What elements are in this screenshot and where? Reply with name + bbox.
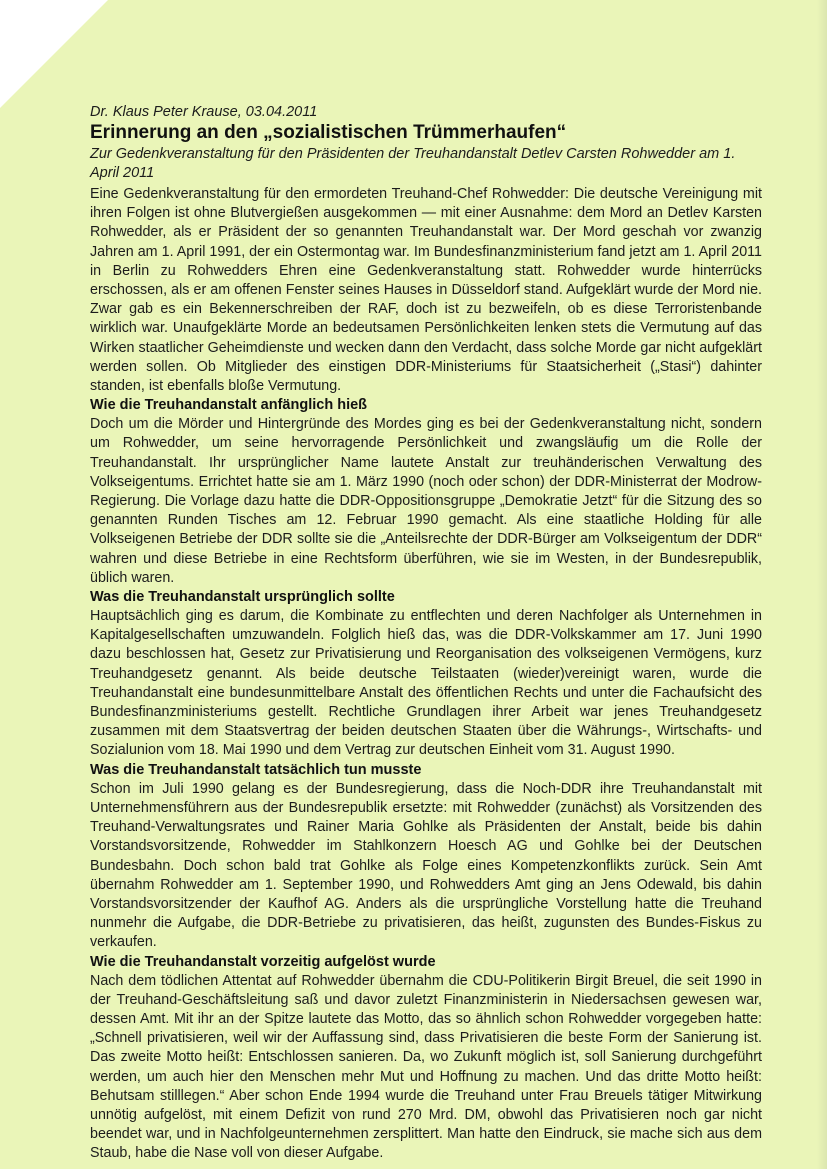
section-heading-4: Wie die Treuhandanstalt vorzeitig aufgelöst wurde — [90, 953, 436, 970]
section-heading-3: Was die Treuhandanstalt tatsächlich tun musste — [90, 761, 422, 778]
section-body-1: Doch um die Mörder und Hintergründe des Mordes ging es bei der Gedenkveranstaltung nicht, sondern um Rohwedder, um seine hervorragende Persönlichkeit und zwangsläufig um die Rolle der Treuhandanstalt. Ihr ursprünglicher Name lautete Anstalt zur treuhänderischen Verwaltung des Volkseigentums. Errichtet hatte sie am 1. März 1990 (noch oder schon) der DDR-Ministerrat der Modrow-Regierung. Die Vorlage dazu hatte die DDR-Oppositionsgruppe „Demokratie Jetzt“ für die Sitzung des so genannten Runden Tisches am 12. Februar 1990 gemacht. Als eine staatliche Holding für alle Volkseigenen Betriebe der DDR sollte sie die „Anteilsrechte der DDR-Bürger am Volkseigentum der DDR“ wahren und diese Betriebe in eine Rechtsform überführen, wie sie im Westen, in der Bundesrepublik, üblich waren. — [90, 416, 762, 586]
intro-paragraph: Eine Gedenkveranstaltung für den ermordeten Treuhand-Chef Rohwedder: Die deutsche Vereinigung mit ihren Folgen ist ohne Blutvergießen ausgekommen — mit einer Ausnahme: dem Mord an Detlev Karsten Rohwedder, als er Präsident der so genannten Treuhandanstalt war. Der Mord geschah vor zwanzig Jahren am 1. April 1991, der ein Ostermontag war. Im Bundesfinanzministerium fand jetzt am 1. April 2011 in Berlin zu Rohwedders Ehren eine Gedenkveranstaltung statt. Rohwedder wurde hinterrücks erschossen, als er am offenen Fenster seines Hauses in Düsseldorf stand. Aufgeklärt wurde der Mord nie. Zwar gab es ein Bekennerschreiben der RAF, doch ist zu bezweifeln, ob es diese Terroristenbande wirklich war. Unaufgeklärte Morde an bedeutsamen Persönlichkeiten lenken stets die Vermutung auf das Wirken staatlicher Geheimdienste und wecken dann den Verdacht, dass solche Morde gar nicht aufgeklärt werden sollen. Ob Mitglieder des einstigen DDR-Ministeriums für Staatsicherheit („Stasi“) dahinter standen, ist ebenfalls bloße Vermutung. — [90, 186, 762, 395]
folded-corner — [0, 0, 108, 108]
author-line: Dr. Klaus Peter Krause, 03.04.2011 — [90, 104, 318, 120]
article-subtitle: Zur Gedenkveranstaltung für den Präsidenten der Treuhandanstalt Detlev Carsten Rohwedder am 1. April 2011 — [90, 146, 736, 181]
page-edge-shadow — [817, 0, 827, 1169]
section-heading-1: Wie die Treuhandanstalt anfänglich hieß — [90, 397, 368, 414]
section-body-2: Hauptsächlich ging es darum, die Kombinate zu entflechten und deren Nachfolger als Unternehmen in Kapitalgesellschaften umzuwandeln. Folglich hieß das, was die DDR-Volkskammer am 17. Juni 1990 dazu beschlossen hat, Gesetz zur Privatisierung und Reorganisation des volkseigenen Vermögens, kurz Treuhandgesetz genannt. Als beide deutsche Teilstaaten (wieder)vereinigt waren, wurde die Treuhandanstalt eine bundesunmittelbare Anstalt des öffentlichen Rechts und unter die Fachaufsicht des Bundesfinanzministeriums gestellt. Rechtliche Grundlagen ihrer Arbeit war jenes Treuhandgesetz zusammen mit dem Staatsvertrag der beiden deutschen Staaten über die Währungs-, Wirtschafts- und Sozialunion vom 18. Mai 1990 und dem Vertrag zur deutschen Einheit vom 31. August 1990. — [90, 608, 762, 759]
section-body-3: Schon im Juli 1990 gelang es der Bundesregierung, dass die Noch-DDR ihre Treuhandanstalt mit Unternehmensführern aus der Bundesrepublik ersetzte: mit Rohwedder (zunächst) als Vorsitzenden des Treuhand-Verwaltungsrates und Rainer Maria Gohlke als Präsidenten der Anstalt, beide bis dahin Vorstandsvorsitzende, Rohwedder im Stahlkonzern Hoesch AG und Gohlke bei der Deutschen Bundesbahn. Doch schon bald trat Gohlke als Folge eines Kompetenzkonflikts zurück. Sein Amt übernahm Rohwedder am 1. September 1990, und Rohwedders Amt ging an Jens Odewald, bis dahin Vorstandsvorsitzender der Kaufhof AG. Anders als die ursprüngliche Vorstellung hatte die Treuhand nunmehr die Aufgabe, die DDR-Betriebe zu privatisieren, das heißt, zugunsten des Bundes-Fiskus zu verkaufen. — [90, 780, 762, 951]
article-title: Erinnerung an den „sozialistischen Trümmerhaufen“ — [90, 122, 567, 143]
article — [90, 103, 762, 1164]
section-heading-2: Was die Treuhandanstalt ursprünglich sollte — [90, 589, 395, 606]
section-body-4: Nach dem tödlichen Attentat auf Rohwedder übernahm die CDU-Politikerin Birgit Breuel, die seit 1990 in der Treuhand-Geschäftsleitung saß und davor zuletzt Finanzministerin in Niedersachsen gewesen war, dessen Amt. Mit ihr an der Spitze lautete das Motto, das so ähnlich schon Rohwedder vorgegeben hatte: „Schnell privatisieren, weil wir der Auffassung sind, dass Privatisieren die beste Form der Sanierung ist. Das zweite Motto heißt: Entschlossen sanieren. Da, wo Zukunft möglich ist, soll Sanierung durchgeführt werden, um auch hier den Menschen mehr Mut und Hoffnung zu machen. Und das dritte Motto heißt: Behutsam stilllegen.“ Aber schon Ende 1994 wurde die Treuhand unter Frau Breuels tätiger Mitwirkung unnötig aufgelöst, mit einem Defizit von rund 270 Mrd. DM, obwohl das Privatisieren noch gar nicht beendet war, und in Nachfolgeunternehmen zersplittert. Man hatte den Eindruck, sie mache sich aus dem Staub, habe die Nase voll von dieser Aufgabe. — [90, 972, 762, 1162]
